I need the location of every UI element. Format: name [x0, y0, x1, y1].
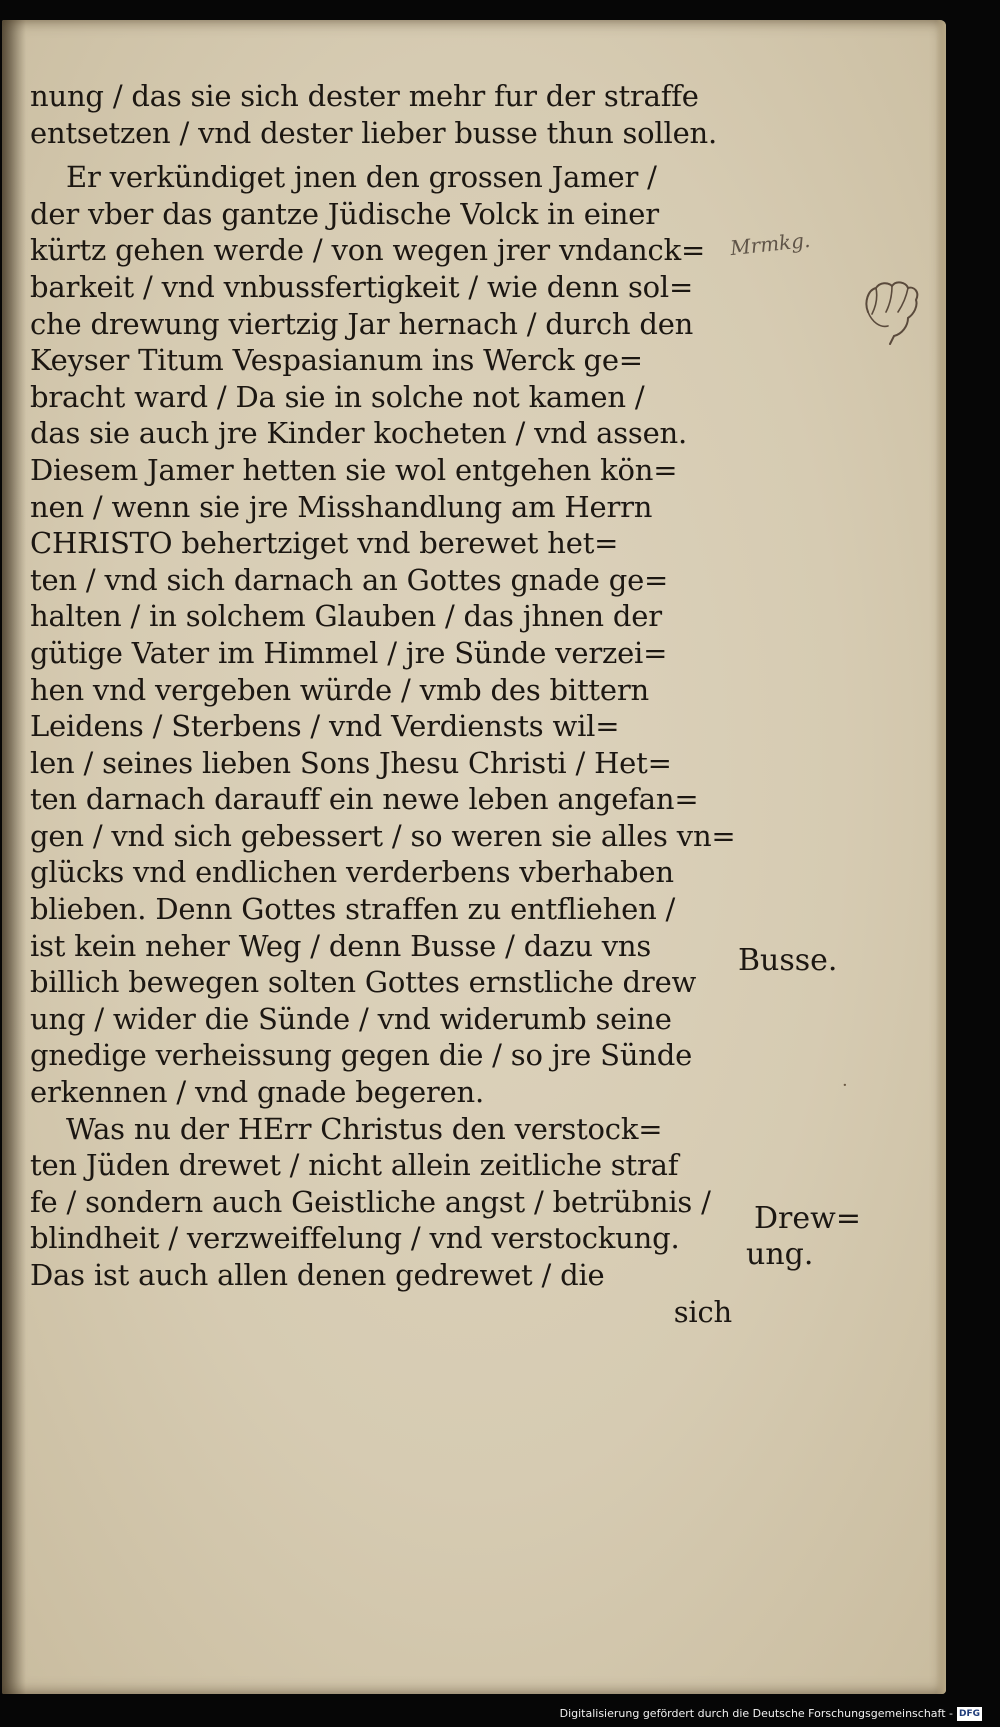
margin-note-busse: Busse. — [738, 943, 838, 978]
text-line: gnedige verheissung gegen die / so jre Sünde — [30, 1038, 693, 1073]
paper-mark: · — [842, 1075, 848, 1096]
text-line: glücks vnd endlichen verderbens vberhaben — [30, 855, 674, 890]
dfg-logo: DFG — [958, 1709, 980, 1719]
text-line: bracht ward / Da sie in solche not kamen / — [30, 379, 645, 414]
text-line: ung / wider die Sünde / vnd widerumb seine — [30, 1001, 672, 1036]
book-page — [2, 20, 946, 1694]
catchword: sich — [673, 1294, 732, 1329]
text-line: billich bewegen solten Gottes ernstliche drew — [30, 965, 697, 1000]
text-line: erkennen / vnd gnade begeren. — [30, 1075, 485, 1110]
text-line: kürtz gehen werde / von wegen jrer vndanck= — [30, 233, 706, 268]
text-line: che drewung viertzig Jar hernach / durch den — [30, 306, 694, 341]
text-line: das sie auch jre Kinder kocheten / vnd assen. — [30, 416, 688, 451]
text-line: halten / in solchem Glauben / das jhnen der — [30, 599, 662, 634]
text-line: barkeit / vnd vnbussfertigkeit / wie denn sol= — [30, 269, 694, 304]
text-line: nung / das sie sich dester mehr fur der straffe — [30, 79, 699, 113]
digitization-credit — [560, 1707, 982, 1721]
handwritten-annotation: Mrmkg. — [728, 227, 812, 261]
text-line: Diesem Jamer hetten sie wol entgehen kön= — [30, 452, 678, 487]
text-line: entsetzen / vnd dester lieber busse thun sollen. — [30, 115, 718, 150]
text-line: Er verkündiget jnen den grossen Jamer / — [66, 160, 657, 195]
page-edge — [936, 20, 946, 1694]
text-line: fe / sondern auch Geistliche angst / betrübnis / — [30, 1184, 711, 1219]
text-line: Das ist auch allen denen gedrewet / die — [30, 1258, 605, 1292]
text-line: ten / vnd sich darnach an Gottes gnade ge= — [30, 562, 669, 597]
text-line: Keyser Titum Vespasianum ins Werck ge= — [30, 343, 643, 378]
text-line: blindheit / verzweiffelung / vnd verstockung. — [30, 1221, 680, 1256]
text-line: len / seines lieben Sons Jhesu Christi / Het= — [30, 745, 672, 780]
text-line: blieben. Denn Gottes straffen zu entfliehen / — [30, 892, 676, 927]
margin-note-drewung-1: Drew= — [754, 1201, 861, 1236]
text-line: ist kein neher Weg / denn Busse / dazu vns — [30, 928, 652, 963]
text-line: Leidens / Sterbens / vnd Verdiensts wil= — [30, 709, 620, 744]
text-line: nen / wenn sie jre Misshandlung am Herrn — [30, 489, 653, 524]
text-line: hen vnd vergeben würde / vmb des bittern — [30, 672, 649, 707]
body-text — [30, 78, 742, 1330]
text-line: gen / vnd sich gebessert / so weren sie alles vn= — [30, 818, 736, 853]
manicule-icon — [854, 272, 924, 352]
text-line: gütige Vater im Himmel / jre Sünde verzei= — [30, 635, 668, 670]
margin-note-drewung-2: ung. — [746, 1237, 814, 1272]
text-line: CHRISTO behertziget vnd berewet het= — [30, 526, 619, 561]
text-line: ten Jüden drewet / nicht allein zeitliche straf — [30, 1148, 679, 1183]
credit-text: Digitalisierung gefördert durch die Deutsche Forschungsgemeinschaft - — [559, 1707, 953, 1720]
gutter-shadow — [2, 20, 26, 1694]
text-line: der vber das gantze Jüdische Volck in einer — [30, 196, 659, 231]
text-line: ten darnach darauff ein newe leben angefan= — [30, 782, 699, 817]
text-line: Was nu der HErr Christus den verstock= — [66, 1111, 663, 1146]
